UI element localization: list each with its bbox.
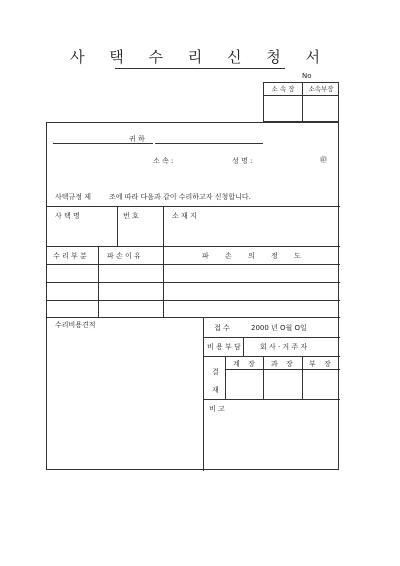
col-divider xyxy=(117,206,118,246)
col-divider xyxy=(98,246,99,317)
receipt-date: 2000 년 O월 O일 xyxy=(251,324,307,332)
approval-col-3: 부 장 xyxy=(309,360,334,368)
addressee-line-right xyxy=(155,143,263,144)
row-divider xyxy=(203,356,340,357)
col-divider xyxy=(163,246,164,317)
approval-chief-label: 소 속 장 xyxy=(271,85,295,93)
affiliation-label: 소 속 : xyxy=(153,157,174,165)
statement-text: 조에 따라 다음과 같이 수리하고자 신청합니다. xyxy=(109,193,251,201)
col-divider xyxy=(225,356,226,399)
regulation-prefix: 사택규정 제 xyxy=(55,193,92,201)
col-divider xyxy=(263,356,264,399)
receipt-label: 접 수 xyxy=(214,324,230,332)
cost-burden-label: 비 용 부 담 xyxy=(207,343,241,351)
approval-col-2: 과 장 xyxy=(271,360,296,368)
title-underline xyxy=(115,68,285,69)
col-divider xyxy=(163,206,164,246)
document-title: 사 택 수 리 신 청 서 xyxy=(69,48,331,66)
approval-column-divider xyxy=(302,83,303,121)
row-divider xyxy=(47,246,340,247)
row-divider xyxy=(47,264,340,265)
repair-estimate-label: 수리비용견적 xyxy=(55,321,96,329)
damage-reason-header: 파 손 이 유 xyxy=(107,252,141,260)
cost-burden-options: 회 사 · 거 주 자 xyxy=(260,343,308,351)
approval-divider xyxy=(264,95,338,96)
row-divider xyxy=(203,399,340,400)
col-divider xyxy=(243,337,244,356)
house-number-label: 번 호 xyxy=(123,212,139,220)
approval-dept-head-label: 소속부장 xyxy=(308,85,334,93)
house-name-label: 사 택 명 xyxy=(55,212,80,220)
damage-extent-header: 파 손 의 정 도 xyxy=(202,252,304,260)
approval-col-1: 계 장 xyxy=(233,360,258,368)
repair-part-header: 수 리 부 분 xyxy=(53,252,87,260)
addressee-suffix: 귀 하 xyxy=(129,135,145,143)
application-form xyxy=(46,122,339,470)
location-label: 소 재 지 xyxy=(172,212,197,220)
approval-label-top: 결 xyxy=(212,368,219,376)
col-divider xyxy=(203,317,204,471)
row-divider xyxy=(47,317,340,318)
col-divider xyxy=(302,356,303,399)
seal-mark: ㊞ xyxy=(320,156,327,164)
remarks-label: 비 고 xyxy=(209,405,225,413)
name-label: 성 명 : xyxy=(232,157,253,165)
row-divider xyxy=(203,337,340,338)
approval-box xyxy=(263,82,339,122)
row-divider xyxy=(47,300,340,301)
row-divider xyxy=(47,282,340,283)
approval-label-bottom: 재 xyxy=(212,386,219,394)
row-divider xyxy=(47,206,340,207)
row-divider xyxy=(225,369,340,370)
document-number-label: No xyxy=(302,72,312,80)
